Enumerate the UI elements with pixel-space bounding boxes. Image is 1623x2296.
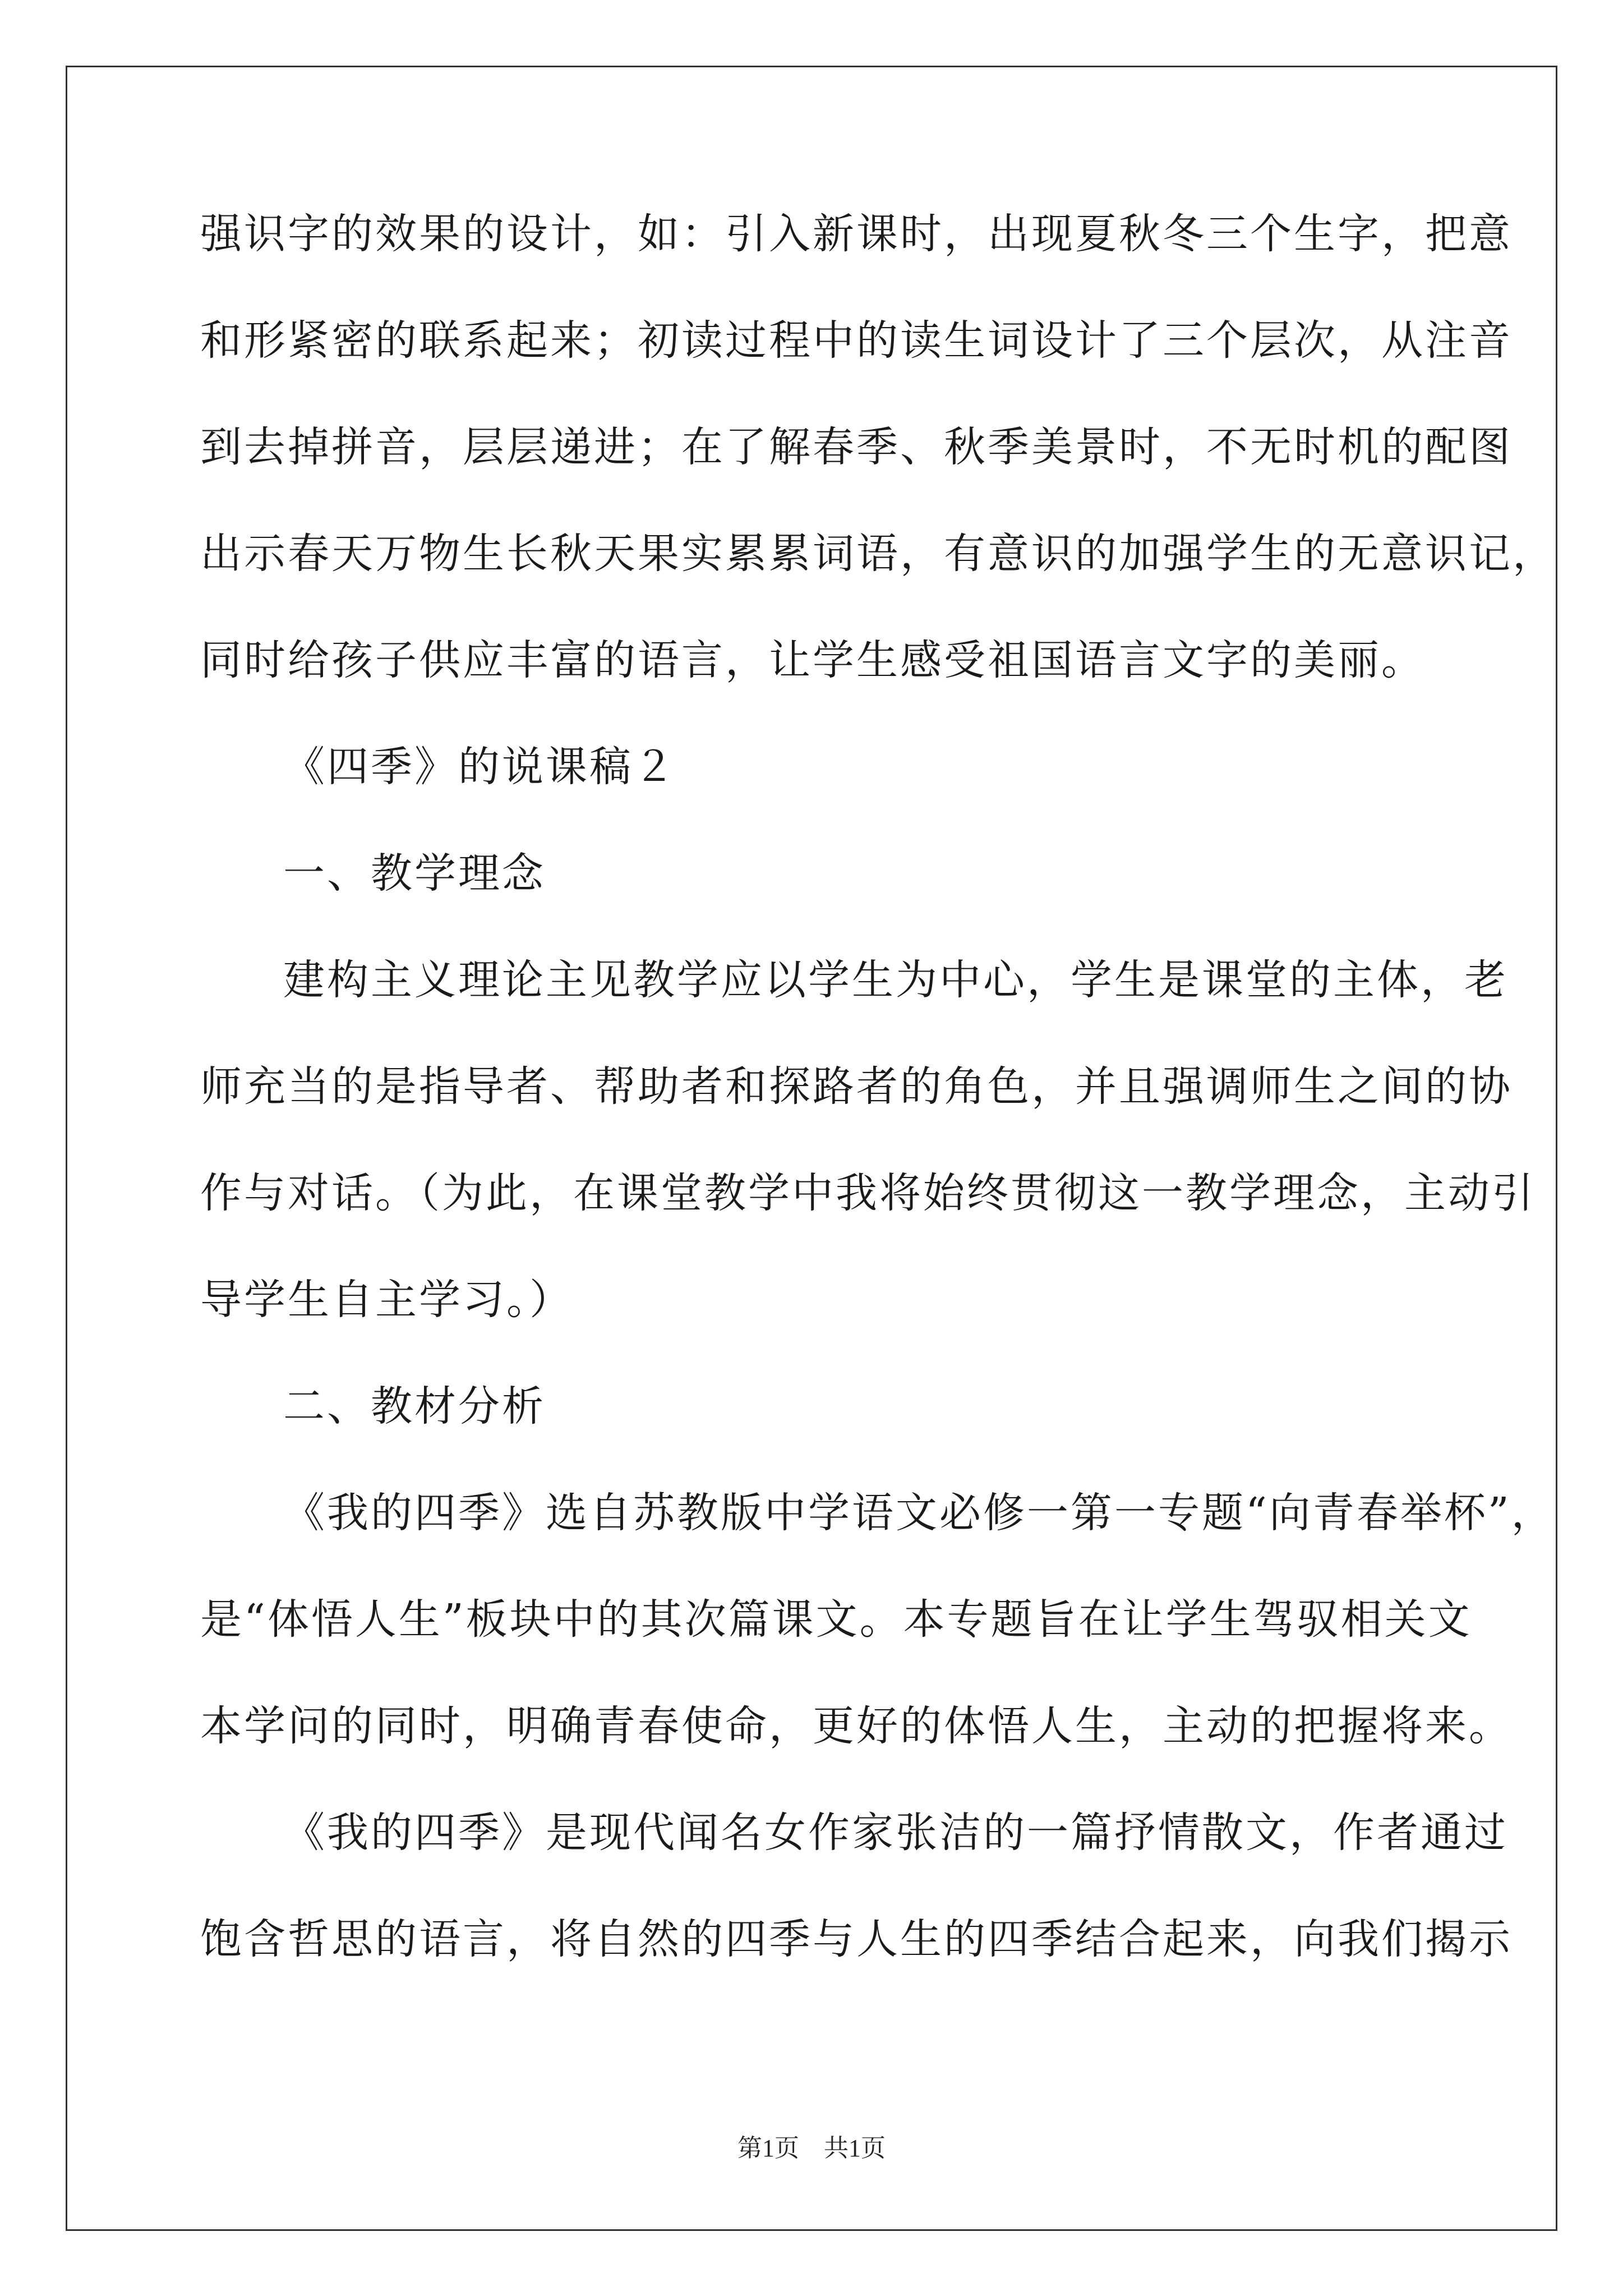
section-title: 《四季》的说课稿２ (283, 743, 677, 791)
paragraph-line: 是“体悟人生”板块中的其次篇课文。本专题旨在让学生驾驭相关文 (200, 1595, 1472, 1644)
paragraph-line: 强识字的效果的设计，如：引入新课时，出现夏秋冬三个生字，把意 (200, 210, 1513, 258)
paragraph-line: 出示春天万物生长秋天果实累累词语，有意识的加强学生的无意识记， (200, 530, 1556, 578)
document-body (200, 210, 1556, 2025)
paragraph-line: 饱含哲思的语言，将自然的四季与人生的四季结合起来，向我们揭示 (200, 1915, 1513, 1963)
paragraph-line: 导学生自主学习。） (200, 1276, 573, 1324)
paragraph-line: 到去掉拼音，层层递进；在了解春季、秋季美景时，不无时机的配图 (200, 423, 1513, 471)
paragraph-line: 师充当的是指导者、帮助者和探路者的角色，并且强调师生之间的协 (200, 1062, 1513, 1111)
paragraph-line: 建构主义理论主见教学应以学生为中心，学生是课堂的主体，老 (283, 956, 1508, 1004)
paragraph-line: 《我的四季》选自苏教版中学语文必修一第一专题“向青春举杯”， (283, 1489, 1555, 1537)
paragraph-line: 和形紧密的联系起来；初读过程中的读生词设计了三个层次，从注音 (200, 316, 1513, 365)
paragraph-line: 同时给孩子供应丰富的语言，让学生感受祖国语言文字的美丽。 (200, 636, 1425, 684)
paragraph-line: 《我的四季》是现代闻名女作家张洁的一篇抒情散文，作者通过 (283, 1809, 1508, 1857)
section-heading: 二、教材分析 (283, 1382, 546, 1430)
paragraph-line: 作与对话。（为此，在课堂教学中我将始终贯彻这一教学理念，主动引 (200, 1169, 1536, 1217)
paragraph-line: 本学问的同时，明确青春使命，更好的体悟人生，主动的把握将来。 (200, 1702, 1513, 1750)
page-number-footer: 第1页 共1页 (737, 2134, 886, 2162)
section-heading: 一、教学理念 (283, 849, 546, 898)
